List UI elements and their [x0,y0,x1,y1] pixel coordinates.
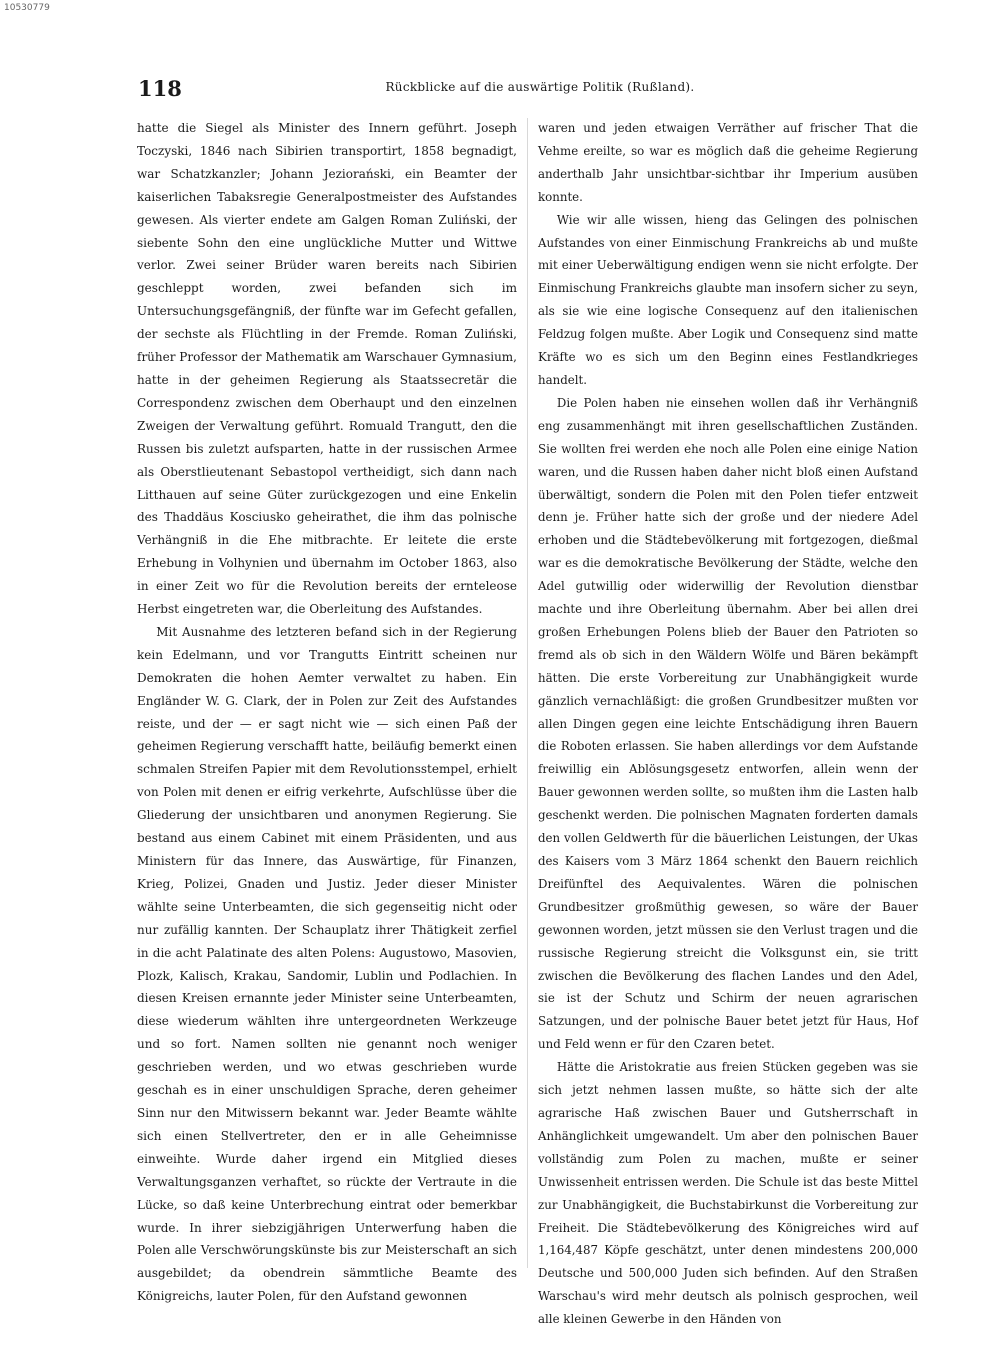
paragraph: Die Polen haben nie einsehen wollen daß ihr Verhängniß eng zusammenhängt mit ihren gesellschaftlichen Zuständen. Sie wollten frei werden ehe noch alle Polen eine einige Nation waren, und die Russen haben daher nicht bloß einen Aufstand überwältigt, sondern die Polen mit den Polen tiefer entzweit denn je. Früher hatte sich der große und der niedere Adel erhoben und die Städtebevölkerung mit fortgezogen, dießmal war es die demokratische Bevölkerung der Städte, welche den Adel gutwillig oder widerwillig der Revolution dienstbar machte und ihre Oberleitung übernahm. Aber bei allen drei großen Erhebungen Polens blieb der Bauer den Patrioten so fremd als ob sich in den Wäldern Wölfe und Bären bekämpft hätten. Die erste Vorbereitung zur Unabhängigkeit wurde gänzlich vernachläßigt: die großen Grundbesitzer mußten vor allen Dingen gegen eine leichte Entschädigung ihren Bauern die Roboten erlassen. Sie haben allerdings vor dem Aufstande freiwillig ein Ablösungsgesetz entworfen, allein wenn der Bauer gewonnen werden sollte, so mußten ihm die Lasten halb geschenkt werden. Die polnischen Magnaten forderten damals den vollen Geldwerth für die bäuerlichen Leistungen, der Ukas des Kaisers vom 3 März 1864 schenkt den Bauern reichlich Dreifünftel des Aequivalentes. Wären die polnischen Grundbesitzer großmüthig gewesen, so wäre der Bauer gewonnen worden, jetzt müssen sie den Verlust tragen und die russische Regierung streicht die Volksgunst ein, sie tritt zwischen die Bevölkerung des flachen Landes und den Adel, sie ist der Schutz und Schirm der neuen agrarischen Satzungen, und der polnische Bauer betet jetzt für Haus, Hof und Feld wenn er für den Czaren betet. [538,395,918,1052]
paragraph: Hätte die Aristokratie aus freien Stücken gegeben was sie sich jetzt nehmen lassen mußte, so hätte sich der alte agrarische Haß zwischen Bauer und Gutsherrschaft in Anhänglichkeit umgewandelt. Um aber den polnischen Bauer vollständig zum Polen zu machen, mußte er seiner Unwissenheit entrissen werden. Die Schule ist das beste Mittel zur Unabhängigkeit, die Buchstabirkunst die Vorbereitung zur Freiheit. Die Städtebevölkerung des Königreiches wird auf 1,164,487 Köpfe geschätzt, unter denen mindestens 200,000 Deutsche und 500,000 Juden sich befinden. Auf den Straßen Warschau's wird mehr deutsch als polnisch gesprochen, weil alle kleinen Gewerbe in den Händen von [538,1060,918,1327]
paragraph: Wie wir alle wissen, hieng das Gelingen des polnischen Aufstandes von einer Einmischung Frankreichs ab und mußte mit einer Ueberwältigung endigen wenn sie nicht erfolgte. Der Einmischung Frankreichs glaubte man insofern sicher zu seyn, als sie wie eine logische Consequenz auf den italienischen Feldzug folgen mußte. Aber Logik und Consequenz sind matte Kräfte wo es sich um den Beginn eines Festlandkrieges handelt. [538,212,918,387]
paragraph: Mit Ausnahme des letzteren befand sich in der Regierung kein Edelmann, und vor Trangutts Eintritt scheinen nur Demokraten die hohen Aemter verwaltet zu haben. Ein Engländer W. G. Clark, der in Polen zur Zeit des Aufstandes reiste, und der — er sagt nicht wie — sich einen Paß der geheimen Regierung verschafft hatte, beiläufig bemerkt einen schmalen Streifen Papier mit dem Revolutionsstempel, erhielt von Polen mit denen er eifrig verkehrte, Aufschlüsse über die Gliederung der unsichtbaren und anonymen Regierung. Sie bestand aus einem Cabinet mit einem Präsidenten, und aus Ministern für das Innere, das Auswärtige, für Finanzen, Krieg, Polizei, Gnaden und Justiz. Jeder dieser Minister wählte seine Unterbeamten, die sich gegenseitig nicht oder nur zufällig kannten. Der Schauplatz ihrer Thätigkeit zerfiel in die acht Palatinate des alten Polens: Augustowo, Masovien, Plozk, Kalisch, Krakau, Sandomir, Lublin und Podlachien. In diesen Kreisen ernannte jeder Minister seine Unterbeamten, diese wiederum wählten ihre untergeordneten Werkzeuge und so fort. Namen sollten nie genannt noch weniger geschrieben werden, und wo etwas geschrieben wurde geschah es in einer unschuldigen Sprache, deren geheimer Sinn nur den Mitwissern bekannt war. Jeder Beamte wählte sich einen Stellvertreter, den er in alle Geheimnisse einweihte. Wurde daher irgend ein Mitglied dieses Verwaltungsganzen verhaftet, so rückte der Vertraute in die Lücke, so daß keine Unterbrechung eintrat oder bemerkbar wurde. In ihrer siebzigjährigen Unterwerfung haben die Polen alle Verschwörungskünste bis zur Meisterschaft an sich ausgebildet; da obendrein sämmtliche Beamte des Königreichs, lauter Polen, für den Aufstand gewonnen [137,624,517,1304]
paragraph: waren und jeden etwaigen Verräther auf frischer That die Vehme ereilte, so war es möglich daß die geheime Regierung anderthalb Jahr unsichtbar-sichtbar ihr Imperium ausüben konnte. [538,121,918,204]
page-number: 118 [138,76,182,101]
left-column [137,117,517,1308]
running-head: Rückblicke auf die auswärtige Politik (Rußland). [385,80,695,94]
scan-id: 10530779 [4,3,50,13]
right-column [538,117,918,1331]
paragraph: hatte die Siegel als Minister des Innern geführt. Joseph Toczyski, 1846 nach Sibirien transportirt, 1858 begnadigt, war Schatzkanzler; Johann Jeziorański, ein Beamter der kaiserlichen Tabaksregie Generalpostmeister des Aufstandes gewesen. Als vierter endete am Galgen Roman Zuliński, der siebente Sohn den eine unglückliche Mutter und Wittwe verlor. Zwei seiner Brüder waren bereits nach Sibirien geschleppt worden, zwei befanden sich im Untersuchungsgefängniß, der fünfte war im Gefecht gefallen, der sechste als Flüchtling in der Fremde. Roman Zuliński, früher Professor der Mathematik am Warschauer Gymnasium, hatte in der geheimen Regierung als Staatssecretär die Correspondenz zwischen dem Oberhaupt und den einzelnen Zweigen der Verwaltung geführt. Romuald Trangutt, den die Russen bis zuletzt aufsparten, hatte in der russischen Armee als Oberstlieutenant Sebastopol vertheidigt, sich dann nach Litthauen auf seine Güter zurückgezogen und eine Enkelin des Thaddäus Kosciusko geheirathet, die ihm das polnische Verhängniß in die Ehe mitbrachte. Er leitete die erste Erhebung in Volhynien und übernahm im October 1863, also in einer Zeit wo für die Revolution bereits der ernteleose Herbst eingetreten war, die Oberleitung des Aufstandes. [137,121,517,617]
column-divider [527,118,528,1268]
